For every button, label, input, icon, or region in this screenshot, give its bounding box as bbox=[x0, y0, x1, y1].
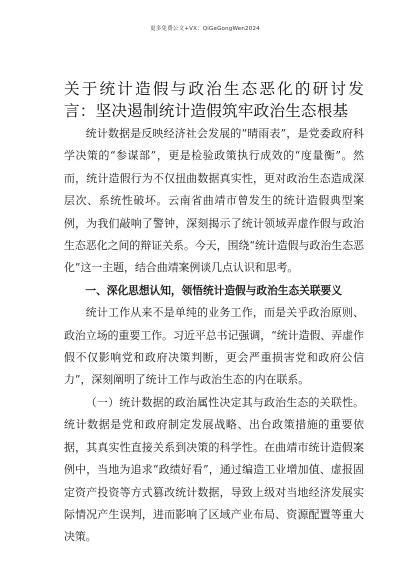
header-note: 更多免费公文+VX：QiGeGongWen2024 bbox=[150, 26, 260, 32]
section-1-paragraph: 统计工作从来不是单纯的业务工作，而是关乎政治原则、政治立场的重要工作。习近平总书记强调，“统计造假、弄虚作假不仅影响党和政府决策判断，更会严重损害党和政府公信力”，深刻阐明了统计工作与政治生态的内在联系。 bbox=[64, 306, 364, 387]
document-title: 关于统计造假与政治生态恶化的研讨发言：坚决遏制统计造假筑牢政治生态根基 bbox=[64, 80, 364, 120]
section-heading-1: 一、深化思想认知，领悟统计造假与政治生态关联要义 bbox=[85, 283, 342, 297]
subsection-1-paragraph: （一）统计数据的政治属性决定其与政治生态的关联性。统计数据是党和政府制定发展战略、出台政策措施的重要依据，其真实性直接关系到决策的科学性。在曲靖市统计造假案例中，当地为追求“政绩好看”，通过编造工业增加值、虚报固定资产投资等方式篡改统计数据，导致上级对当地经济发展实际情况产生误判，进而影响了区域产业布局、资源配置等重大决策。 bbox=[64, 395, 364, 544]
intro-paragraph: 统计数据是反映经济社会发展的“晴雨表”，是党委政府科学决策的“参谋部”，更是检验政策执行成效的“度量衡”。然而，统计造假行为不仅扭曲数据真实性，更对政治生态造成深层次、系统性破坏。云南省曲靖市曾发生的统计造假典型案例，为我们敲响了警钟，深刻揭示了统计领域弄虚作假与政治生态恶化之间的辩证关系。今天，围绕“统计造假与政治生态恶化”这一主题，结合曲靖案例谈几点认识和思考。 bbox=[64, 127, 364, 275]
document-body bbox=[64, 123, 364, 549]
